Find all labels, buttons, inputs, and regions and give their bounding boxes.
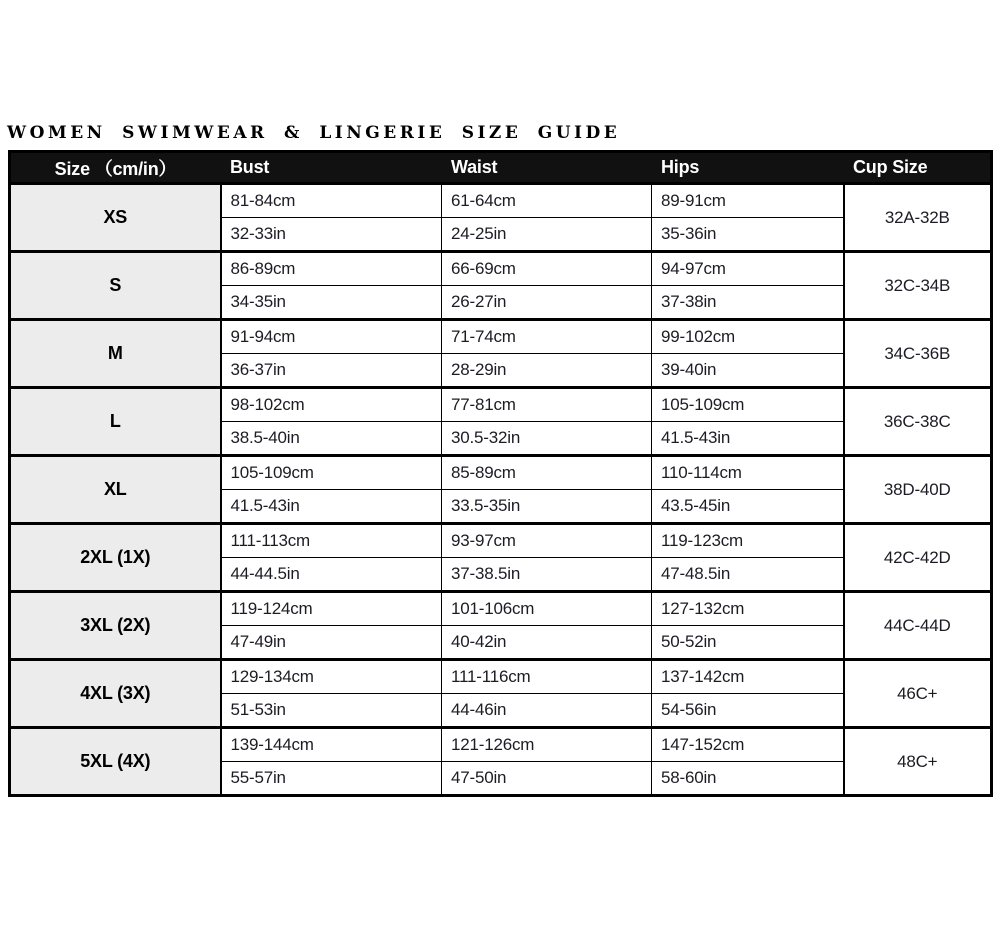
bust-in-value: 34-35in (221, 286, 442, 320)
size-label: 3XL (2X) (10, 592, 221, 660)
table-row-cm (10, 592, 992, 626)
hips-cm-value: 119-123cm (652, 524, 844, 558)
cup-size-value: 46C+ (844, 660, 992, 728)
cup-size-value: 42C-42D (844, 524, 992, 592)
hips-cm-value: 99-102cm (652, 320, 844, 354)
size-guide-table (8, 150, 993, 797)
table-row-cm (10, 524, 992, 558)
bust-in-value: 36-37in (221, 354, 442, 388)
waist-cm-value: 101-106cm (442, 592, 652, 626)
waist-cm-value: 121-126cm (442, 728, 652, 762)
waist-cm-value: 66-69cm (442, 252, 652, 286)
column-header-bust: Bust (221, 152, 442, 184)
waist-in-value: 37-38.5in (442, 558, 652, 592)
bust-in-value: 44-44.5in (221, 558, 442, 592)
table-row-cm (10, 252, 992, 286)
waist-cm-value: 111-116cm (442, 660, 652, 694)
table-row-cm (10, 660, 992, 694)
cup-size-value: 36C-38C (844, 388, 992, 456)
bust-cm-value: 91-94cm (221, 320, 442, 354)
bust-cm-value: 81-84cm (221, 184, 442, 218)
bust-in-value: 41.5-43in (221, 490, 442, 524)
cup-size-value: 32C-34B (844, 252, 992, 320)
waist-cm-value: 93-97cm (442, 524, 652, 558)
hips-in-value: 41.5-43in (652, 422, 844, 456)
bust-in-value: 51-53in (221, 694, 442, 728)
table-row-cm (10, 456, 992, 490)
hips-in-value: 50-52in (652, 626, 844, 660)
bust-cm-value: 98-102cm (221, 388, 442, 422)
hips-in-value: 47-48.5in (652, 558, 844, 592)
column-header-waist: Waist (442, 152, 652, 184)
bust-cm-value: 119-124cm (221, 592, 442, 626)
column-header-hips: Hips (652, 152, 844, 184)
hips-in-value: 54-56in (652, 694, 844, 728)
waist-in-value: 28-29in (442, 354, 652, 388)
size-label: 4XL (3X) (10, 660, 221, 728)
size-guide-table-container (8, 150, 993, 797)
waist-cm-value: 77-81cm (442, 388, 652, 422)
waist-cm-value: 85-89cm (442, 456, 652, 490)
waist-in-value: 40-42in (442, 626, 652, 660)
size-label: 2XL (1X) (10, 524, 221, 592)
size-label: S (10, 252, 221, 320)
table-header (10, 152, 992, 184)
hips-in-value: 58-60in (652, 762, 844, 796)
table-row-cm (10, 388, 992, 422)
bust-cm-value: 86-89cm (221, 252, 442, 286)
cup-size-value: 38D-40D (844, 456, 992, 524)
hips-cm-value: 137-142cm (652, 660, 844, 694)
bust-cm-value: 111-113cm (221, 524, 442, 558)
bust-in-value: 32-33in (221, 218, 442, 252)
bust-cm-value: 105-109cm (221, 456, 442, 490)
size-table-body (10, 184, 992, 796)
hips-cm-value: 147-152cm (652, 728, 844, 762)
waist-cm-value: 61-64cm (442, 184, 652, 218)
hips-cm-value: 127-132cm (652, 592, 844, 626)
table-row-cm (10, 320, 992, 354)
column-header-size: Size （cm/in） (10, 152, 221, 184)
hips-in-value: 35-36in (652, 218, 844, 252)
waist-in-value: 47-50in (442, 762, 652, 796)
hips-cm-value: 89-91cm (652, 184, 844, 218)
hips-in-value: 43.5-45in (652, 490, 844, 524)
hips-cm-value: 94-97cm (652, 252, 844, 286)
size-label: M (10, 320, 221, 388)
waist-in-value: 26-27in (442, 286, 652, 320)
waist-in-value: 30.5-32in (442, 422, 652, 456)
table-row-cm (10, 728, 992, 762)
hips-cm-value: 105-109cm (652, 388, 844, 422)
hips-cm-value: 110-114cm (652, 456, 844, 490)
bust-cm-value: 129-134cm (221, 660, 442, 694)
waist-cm-value: 71-74cm (442, 320, 652, 354)
size-label: L (10, 388, 221, 456)
waist-in-value: 33.5-35in (442, 490, 652, 524)
table-row-cm (10, 184, 992, 218)
bust-in-value: 47-49in (221, 626, 442, 660)
bust-in-value: 38.5-40in (221, 422, 442, 456)
size-label: 5XL (4X) (10, 728, 221, 796)
hips-in-value: 37-38in (652, 286, 844, 320)
header-row (10, 152, 992, 184)
cup-size-value: 34C-36B (844, 320, 992, 388)
bust-in-value: 55-57in (221, 762, 442, 796)
cup-size-value: 48C+ (844, 728, 992, 796)
waist-in-value: 44-46in (442, 694, 652, 728)
size-label: XL (10, 456, 221, 524)
cup-size-value: 44C-44D (844, 592, 992, 660)
bust-cm-value: 139-144cm (221, 728, 442, 762)
waist-in-value: 24-25in (442, 218, 652, 252)
page-title: WOMEN SWIMWEAR & LINGERIE SIZE GUIDE (7, 123, 621, 143)
column-header-cup-size: Cup Size (844, 152, 992, 184)
cup-size-value: 32A-32B (844, 184, 992, 252)
size-label: XS (10, 184, 221, 252)
hips-in-value: 39-40in (652, 354, 844, 388)
